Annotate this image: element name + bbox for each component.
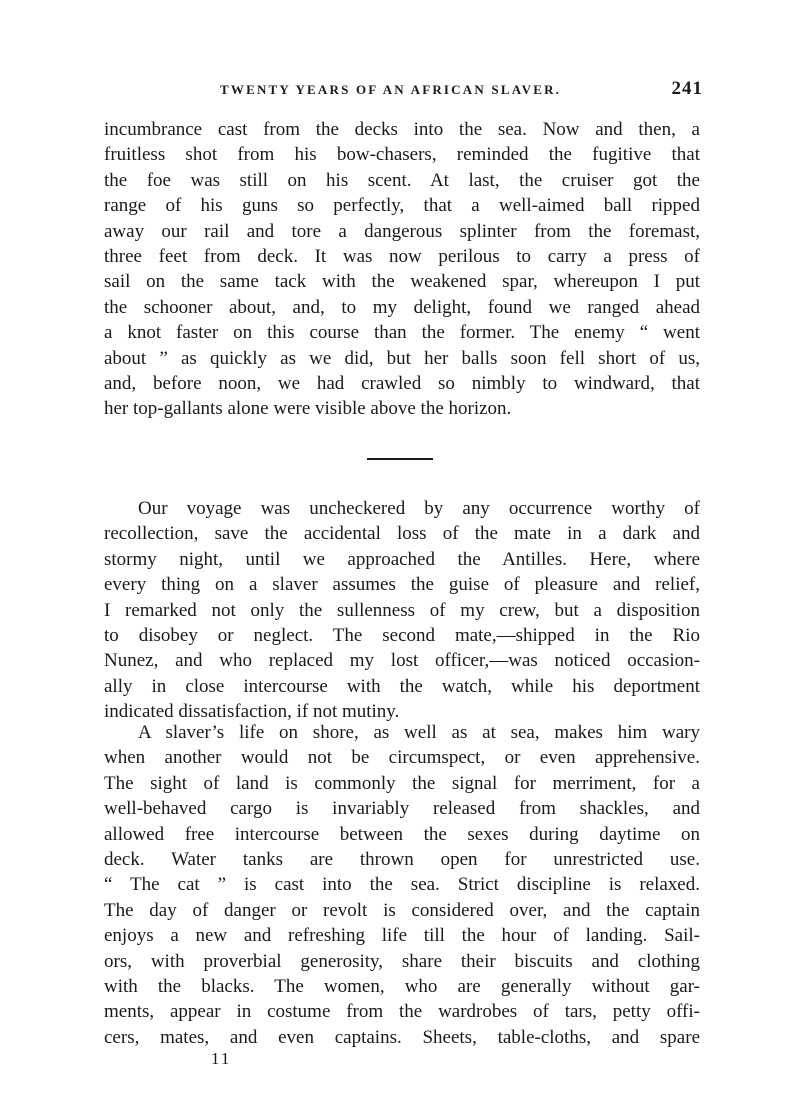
text-line: sail on the same tack with the weakened spar, whereupon I put: [104, 271, 700, 293]
signature-mark: 11: [211, 1049, 232, 1068]
text-line: ments, appear in costume from the wardrobes of tars, petty offi-: [104, 1001, 700, 1023]
page-number: 241: [671, 78, 703, 99]
text-line: about ” as quickly as we did, but her balls soon fell short of us,: [104, 347, 700, 369]
text-line: The day of danger or revolt is considered over, and the captain: [104, 899, 700, 921]
text-line: the schooner about, and, to my delight, found we ranged ahead: [104, 296, 700, 318]
paragraph-continued: [104, 117, 700, 422]
text-line: “ The cat ” is cast into the sea. Strict discipline is relaxed.: [104, 874, 700, 896]
text-line: cers, mates, and even captains. Sheets, table-cloths, and spare: [104, 1026, 700, 1048]
text-line: The sight of land is commonly the signal for merriment, for a: [104, 772, 700, 794]
text-line: well-behaved cargo is invariably released from shackles, and: [104, 798, 700, 820]
text-line: indicated dissatisfaction, if not mutiny.: [104, 701, 400, 723]
text-line: deck. Water tanks are thrown open for unrestricted use.: [104, 848, 700, 870]
paragraph-voyage: [104, 496, 700, 725]
text-line: and, before noon, we had crawled so nimbly to windward, that: [104, 372, 700, 394]
text-line: ally in close intercourse with the watch, while his deportment: [104, 675, 700, 697]
text-line: every thing on a slaver assumes the guise of pleasure and relief,: [104, 574, 700, 596]
text-line: the foe was still on his scent. At last, the cruiser got the: [104, 169, 700, 191]
text-line: a knot faster on this course than the former. The enemy “ went: [104, 322, 700, 344]
text-line: with the blacks. The women, who are generally without gar-: [104, 975, 700, 997]
paragraph-slaver-life: [104, 720, 700, 1050]
text-line: away our rail and tore a dangerous splinter from the foremast,: [104, 220, 700, 242]
text-line: incumbrance cast from the decks into the sea. Now and then, a: [104, 119, 700, 140]
text-line: fruitless shot from his bow-chasers, reminded the fugitive that: [104, 144, 700, 166]
text-line: I remarked not only the sullenness of my crew, but a disposition: [104, 599, 700, 621]
running-title: TWENTY YEARS OF AN AFRICAN SLAVER.: [220, 82, 562, 97]
text-line: three feet from deck. It was now perilous to carry a press of: [104, 245, 700, 267]
text-line: when another would not be circumspect, or even apprehensive.: [104, 747, 700, 769]
text-line: Our voyage was uncheckered by any occurrence worthy of: [138, 498, 700, 519]
text-line: to disobey or neglect. The second mate,—shipped in the Rio: [104, 624, 700, 646]
text-line: enjoys a new and refreshing life till the hour of landing. Sail-: [104, 925, 700, 947]
text-line: recollection, save the accidental loss of the mate in a dark and: [104, 523, 700, 545]
text-line: her top-gallants alone were visible above the horizon.: [104, 398, 512, 420]
section-divider: [367, 458, 433, 460]
text-line: range of his guns so perfectly, that a well-aimed ball ripped: [104, 195, 700, 217]
running-head: [105, 78, 705, 102]
text-line: Nunez, and who replaced my lost officer,—was noticed occasion-: [104, 650, 700, 672]
text-line: allowed free intercourse between the sexes during daytime on: [104, 823, 700, 845]
text-line: ors, with proverbial generosity, share their biscuits and clothing: [104, 950, 700, 972]
text-line: A slaver’s life on shore, as well as at sea, makes him wary: [138, 722, 700, 743]
text-line: stormy night, until we approached the Antilles. Here, where: [104, 548, 700, 570]
